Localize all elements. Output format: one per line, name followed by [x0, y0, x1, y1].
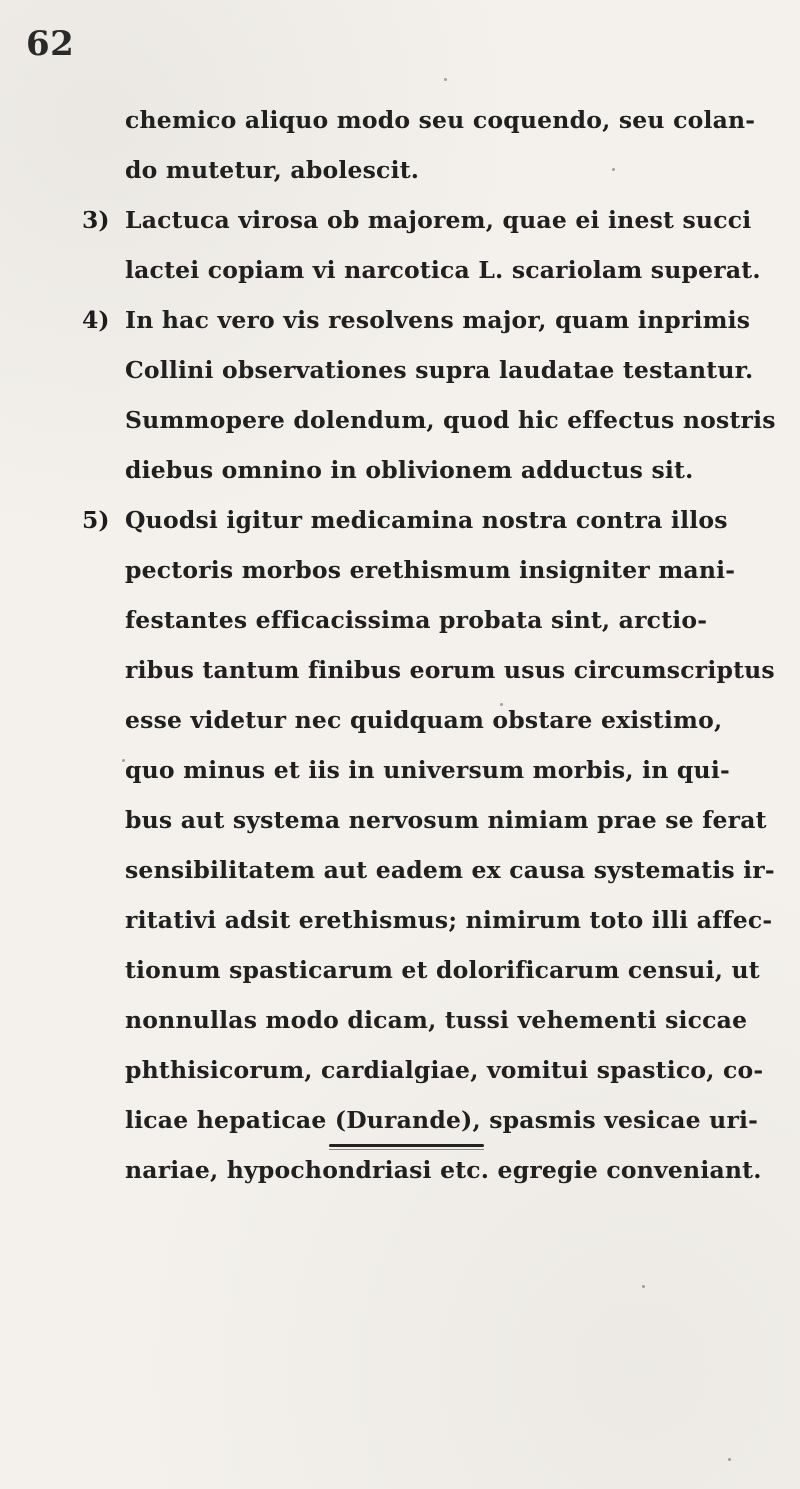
text-line — [0, 305, 800, 355]
line-text: bus aut systema nervosum nimiam prae se ferat — [125, 806, 767, 834]
text-line — [0, 1055, 800, 1105]
ornamental-rule — [329, 1144, 484, 1147]
text-line — [0, 1155, 800, 1205]
line-text: ribus tantum finibus eorum usus circumscriptus — [125, 656, 775, 684]
line-text: quo minus et iis in universum morbis, in qui- — [125, 756, 730, 784]
text-line — [0, 855, 800, 905]
line-text: festantes efficacissima probata sint, arctio- — [125, 606, 708, 634]
text-line — [0, 1105, 800, 1155]
line-text: Collini observationes supra laudatae testantur. — [125, 356, 754, 384]
ink-speck — [728, 1458, 731, 1461]
page-number: 62 — [26, 24, 75, 64]
line-text: diebus omnino in oblivionem adductus sit. — [125, 456, 694, 484]
line-text: Lactuca virosa ob majorem, quae ei inest succi — [125, 206, 752, 234]
ink-speck — [444, 78, 447, 81]
ink-speck — [122, 759, 125, 762]
text-line — [0, 155, 800, 205]
line-text: esse videtur nec quidquam obstare existimo, — [125, 706, 723, 734]
line-text: Quodsi igitur medicamina nostra contra illos — [125, 506, 728, 534]
text-line — [0, 755, 800, 805]
text-line — [0, 355, 800, 405]
line-text: lactei copiam vi narcotica L. scariolam superat. — [125, 256, 761, 284]
text-line — [0, 655, 800, 705]
text-line — [0, 455, 800, 505]
text-line — [0, 805, 800, 855]
text-line — [0, 955, 800, 1005]
text-line — [0, 255, 800, 305]
item-number: 4) — [82, 306, 110, 334]
line-text: pectoris morbos erethismum insigniter mani- — [125, 556, 736, 584]
text-line — [0, 405, 800, 455]
line-text: do mutetur, abolescit. — [125, 156, 420, 184]
ink-speck — [500, 703, 503, 706]
line-text: tionum spasticarum et dolorificarum censui, ut — [125, 956, 760, 984]
line-text: nariae, hypochondriasi etc. egregie conveniant. — [125, 1156, 762, 1184]
text-line — [0, 905, 800, 955]
text-line — [0, 1005, 800, 1055]
text-line — [0, 705, 800, 755]
text-line — [0, 105, 800, 155]
ink-speck — [612, 168, 615, 171]
text-line — [0, 555, 800, 605]
text-line — [0, 605, 800, 655]
line-text: phthisicorum, cardialgiae, vomitui spastico, co- — [125, 1056, 764, 1084]
line-text: In hac vero vis resolvens major, quam inprimis — [125, 306, 751, 334]
item-number: 5) — [82, 506, 110, 534]
line-text: sensibilitatem aut eadem ex causa systematis ir- — [125, 856, 775, 884]
item-number: 3) — [82, 206, 110, 234]
line-text: licae hepaticae (Durande), spasmis vesicae uri- — [125, 1106, 759, 1134]
text-line — [0, 205, 800, 255]
ink-speck — [642, 1285, 645, 1288]
line-text: Summopere dolendum, quod hic effectus nostris — [125, 406, 776, 434]
line-text: chemico aliquo modo seu coquendo, seu colan- — [125, 106, 756, 134]
line-text: ritativi adsit erethismus; nimirum toto illi affec- — [125, 906, 773, 934]
text-line — [0, 505, 800, 555]
line-text: nonnullas modo dicam, tussi vehementi siccae — [125, 1006, 748, 1034]
